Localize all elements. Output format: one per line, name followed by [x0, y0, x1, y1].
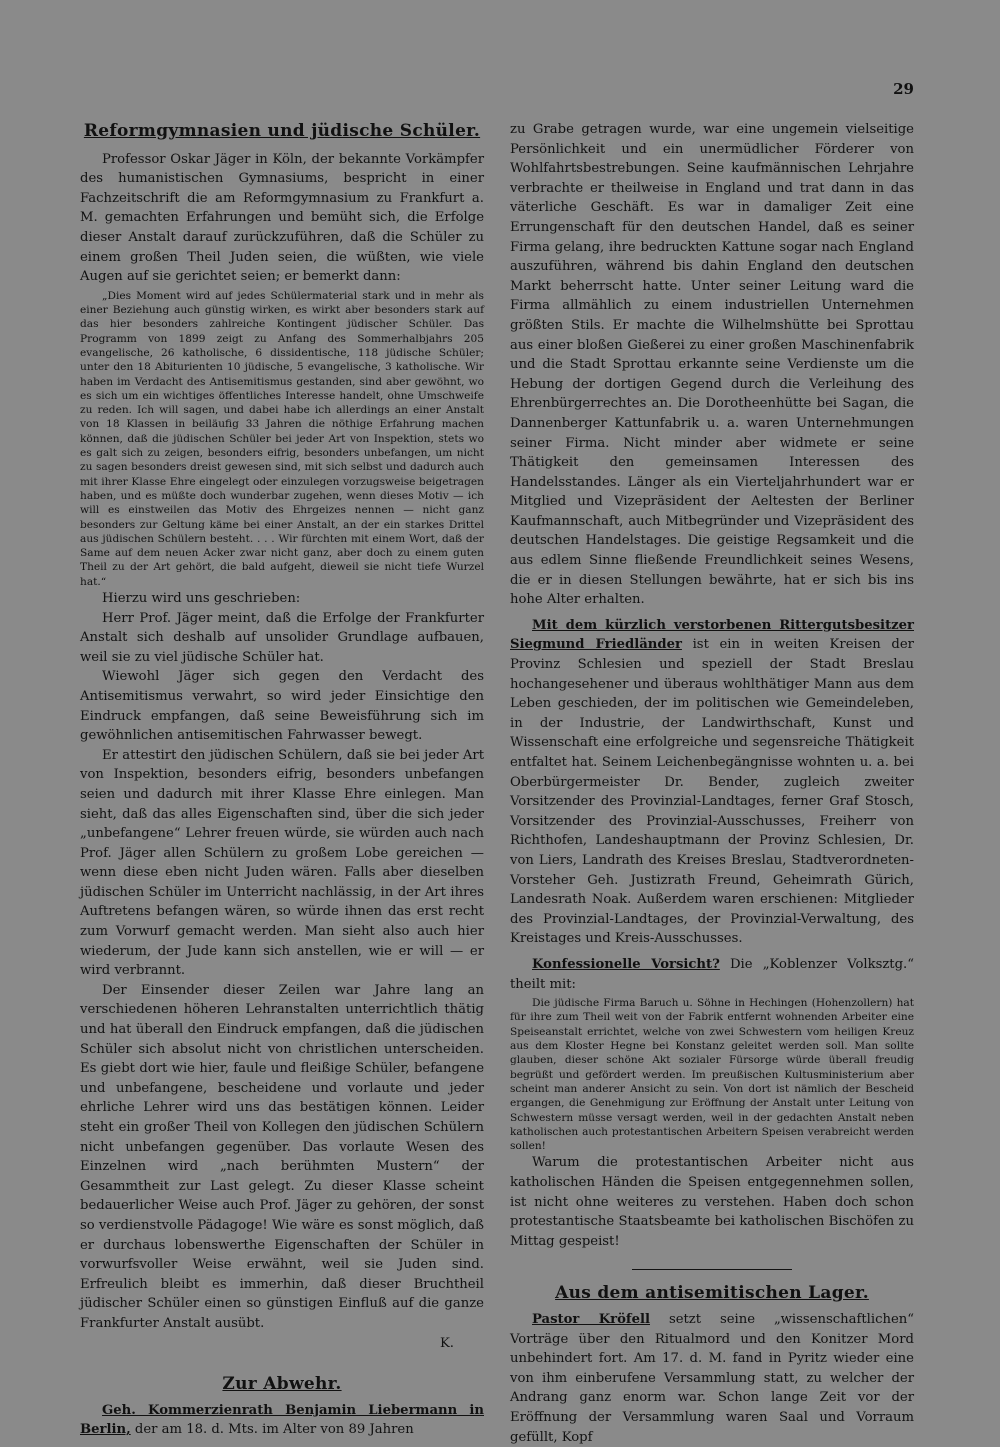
- paragraph-text: ist ein in weiten Kreisen der Provinz Schlesien und speziell der Stadt Breslau hochangesehener und überaus wohlthätiger Mann aus dem Leben geschieden, der im politischen wie Gemeindeleben, in der Industrie, der Landwirthschaft, Kunst und Wissenschaft eine erfolgreiche und segensreiche Thätigkeit entfaltet hat. Seinem Leichenbegängnisse wohnten u. a. bei Oberbürgermeister Dr. Bender, zugleich zweiter Vorsitzender des Provinzial-Landtages, ferner Graf Stosch, Vorsitzender des Provinzial-Ausschusses, Freiherr von Richthofen, Landeshauptmann der Provinz Schlesien, Dr. von Liers, Landrath des Kreises Breslau, Stadtverordneten-Vorsteher Geh. Justizrath Freund, Geheimrath Gürich, Landesrath Noak. Außerdem waren erschienen: Mitglieder des Provinzial-Landtages, der Provinzial-Verwaltung, des Kreistages und Kreis-Ausschusses.: [510, 637, 914, 947]
- paragraph: Professor Oskar Jäger in Köln, der bekannte Vorkämpfer des humanistischen Gymnasiums, bespricht in einer Fachzeitschrift die am Reformgymnasium zu Frankfurt a. M. gemachten Erfahrungen und bemüht sich, die Erfolge dieser Anstalt darauf zurückzuführen, daß die Schüler zu einem großen Theil Juden seien, die wüßten, wie viele Augen auf sie gerichtet seien; er bemerkt dann:: [80, 151, 484, 285]
- article-title-reformgymnasien: Reformgymnasien und jüdische Schüler.: [83, 121, 481, 141]
- paragraph-text: Die „Koblenzer Volksztg.“ theilt mit:: [510, 956, 914, 992]
- paragraph: Er attestirt den jüdischen Schülern, daß sie bei jeder Art von Inspektion, besonders eifrig, besonders unbefangen seien und dadurch mit ihrer Klasse Ehre einlegen. Man sieht, daß das alles Eigenschaften sind, über die sich jeder „unbefangene“ Lehrer freuen würde, sie würden auch nach Prof. Jäger allen Schülern zu großem Lobe gereichen — wenn diese eben nicht Juden wären. Falls aber dieselben jüdischen Schüler im Unterricht nachlässig, in der Art ihres Auftretens befangen wären, so würde ihnen das erst recht zum Vorwurf gemacht werden. Man sieht also auch hier wiederum, der Jude kann sich anstellen, wie er will — er wird verbrannt.: [80, 747, 484, 979]
- paragraph: [80, 1401, 484, 1440]
- left-column: [80, 120, 484, 1440]
- paragraph: zu Grabe getragen wurde, war eine ungemein vielseitige Persönlichkeit und ein unermüdlicher Förderer von Wohlfahrtsbestrebungen. Seine kaufmännischen Lehrjahre verbrachte er theilweise in England und trat dann in das väterliche Geschäft. Es war in damaliger Zeit eine Errungenschaft für den deutschen Handel, daß es seiner Firma gelang, ihre bedruckten Kattune sogar nach England auszuführen, während bis dahin England den deutschen Markt beherrscht hatte. Unter seiner Leitung ward die Firma allmählich zu einem industriellen Unternehmen größten Stils. Er machte die Wilhelmshütte bei Sprottau aus einer bloßen Gießerei zu einer großen Maschinenfabrik und die Stadt Sprottau erkannte seine Verdienste um die Hebung der dortigen Gegend durch die Verleihung des Ehrenbürgerrechtes an. Die Dorotheenhütte bei Sagan, die Dannenberger Kattunfabrik u. a. waren Unternehmungen seiner Firma. Nicht minder aber widmete er seine Thätigkeit den gemeinsamen Interessen des Handelsstandes. Länger als ein Vierteljahrhundert war er Mitglied und Vizepräsident der Aeltesten der Berliner Kaufmannschaft, auch Mitbegründer und Vizepräsident des deutschen Handelstages. Die geistige Regsamkeit und die aus edlem Sinne fließende Freundlichkeit seines Wesens, die er in diesen Stellungen bewährte, hat er sich bis ins hohe Alter erhalten.: [510, 122, 914, 608]
- block-quote: „Dies Moment wird auf jedes Schülermaterial stark und in mehr als einer Beziehung auch günstig wirken, es wirkt aber besonders stark auf das hier besonders zahlreiche Kontingent jüdischer Schüler. Das Programm von 1899 zeigt zu Anfang des Sommerhalbjahrs 205 evangelische, 26 katholische, 6 dissidentische, 118 jüdische Schüler; unter den 18 Abiturienten 10 jüdische, 5 evangelische, 3 katholische. Wir haben im Verdacht des Antisemitismus gestanden, sind aber gewöhnt, wo es sich um ein wichtiges öffentliches Interesse handelt, ohne Umschweife zu reden. Ich will sagen, und dabei habe ich allerdings an einer Anstalt von 18 Klassen in beiläufig 33 Jahren die nöthige Erfahrung machen können, daß die jüdischen Schüler bei jeder Art von Inspektion, stets wo es galt sich zu zeigen, besonders eifrig, besonders unbefangen, um nicht zu sagen besonders dreist gewesen sind, mit sich selbst und dadurch auch mit ihrer Klasse Ehre eingelegt oder einzulegen vorzugsweise beigetragen haben, und es müßte doch wunderbar zugehen, wenn dieses Motiv — ich will es einstweilen das Motiv des Ehrgeizes nennen — nicht ganz besonders zur Geltung käme bei einer Anstalt, an der ein starkes Drittel aus jüdischen Schülern besteht. . . . Wir fürchten mit einem Wort, daß der Same auf dem neuen Acker zwar nicht ganz, aber doch zu einem guten Theil zu der Art gehört, die bald aufgeht, dieweil sie nicht tiefe Wurzel hat.“: [80, 289, 484, 588]
- paragraph: Warum die protestantischen Arbeiter nicht aus katholischen Händen die Speisen entgegennehmen sollen, ist nicht ohne weiteres zu verstehen. Haben doch schon protestantische Staatsbeamte bei katholischen Bischöfen zu Mittag gespeist!: [510, 1155, 914, 1249]
- article-title-lager: Aus dem antisemitischen Lager.: [555, 1283, 869, 1304]
- block-quote: Die jüdische Firma Baruch u. Söhne in Hechingen (Hohenzollern) hat für ihre zum Theil weit von der Fabrik entfernt wohnenden Arbeiter eine Speiseanstalt errichtet, welche von zwei Schwestern vom heiligen Kreuz aus dem Kloster Hegne bei Konstanz geleitet werden soll. Man sollte glauben, dieser schöne Akt sozialer Fürsorge würde überall freudig begrüßt und gefördert werden. Im preußischen Kultusministerium aber scheint man anderer Ansicht zu sein. Von dort ist nämlich der Bescheid ergangen, die Genehmigung zur Eröffnung der Anstalt unter Leitung von Schwestern müsse versagt werden, weil in der gedachten Anstalt neben katholischen auch protestantischen Arbeitern Speisen verabreicht werden sollen!: [510, 997, 914, 1153]
- right-column: [510, 120, 914, 1447]
- paragraph: Hierzu wird uns geschrieben:: [102, 590, 301, 606]
- article-title-abwehr: Zur Abwehr.: [222, 1374, 342, 1395]
- signature: K.: [439, 1335, 454, 1351]
- paragraph: Herr Prof. Jäger meint, daß die Erfolge der Frankfurter Anstalt sich deshalb auf unsolider Grundlage aufbauen, weil sie zu viel jüdische Schüler hat.: [80, 610, 484, 665]
- page-number: 29: [893, 80, 914, 98]
- paragraph-lead: Mit dem kürzlich verstorbenen Rittergutsbesitzer Siegmund Friedländer: [510, 617, 914, 653]
- divider: [632, 1269, 792, 1270]
- paragraph: [510, 955, 914, 994]
- paragraph-lead: Pastor Kröfell: [532, 1311, 650, 1327]
- paragraph-lead: Konfessionelle Vorsicht?: [532, 956, 720, 972]
- paragraph-text: der am 18. d. Mts. im Alter von 89 Jahren: [134, 1422, 414, 1438]
- paragraph-lead: Geh. Kommerzienrath Benjamin Liebermann in Berlin,: [80, 1402, 484, 1438]
- paragraph-text: setzt seine „wissenschaftlichen“ Vorträge über den Ritualmord und den Konitzer Mord unbehindert fort. Am 17. d. M. fand in Pyritz wieder eine von ihm einberufene Versammlung statt, zu welcher der Andrang ganz enorm war. Schon lange Zeit vor der Eröffnung der Versammlung waren Saal und Vorraum gefüllt, Kopf: [510, 1311, 914, 1445]
- paragraph: [510, 616, 914, 949]
- paragraph: Wiewohl Jäger sich gegen den Verdacht des Antisemitismus verwahrt, so wird jeder Einsichtige den Eindruck empfangen, daß seine Beweisführung sich im gewöhnlichen antisemitischen Fahrwasser bewegt.: [80, 669, 484, 744]
- paragraph: [510, 1310, 914, 1447]
- paragraph: Der Einsender dieser Zeilen war Jahre lang an verschiedenen höheren Lehranstalten unterrichtlich thätig und hat überall den Eindruck empfangen, daß die jüdischen Schüler sich absolut nicht von christlichen unterscheiden. Es giebt dort wie hier, faule und fleißige Schüler, befangene und unbefangene, bescheidene und vorlaute und jeder ehrliche Lehrer wird uns das bestätigen können. Leider steht ein großer Theil von Kollegen den jüdischen Schülern nicht unbefangen gegenüber. Das vorlaute Wesen des Einzelnen wird „nach berühmten Mustern“ der Gesammtheit zur Last gelegt. Zu dieser Klasse scheint bedauerlicher Weise auch Prof. Jäger zu gehören, der sonst so verdienstvolle Pädagoge! Wie wäre es sonst möglich, daß er durchaus lobenswerthe Eigenschaften der Schüler in vorwurfsvoller Weise erwähnt, weil sie Juden sind. Erfreulich bleibt es immerhin, daß dieser Bruchtheil jüdischer Schüler einen so günstigen Einfluß auf die ganze Frankfurter Anstalt ausübt.: [80, 982, 484, 1331]
